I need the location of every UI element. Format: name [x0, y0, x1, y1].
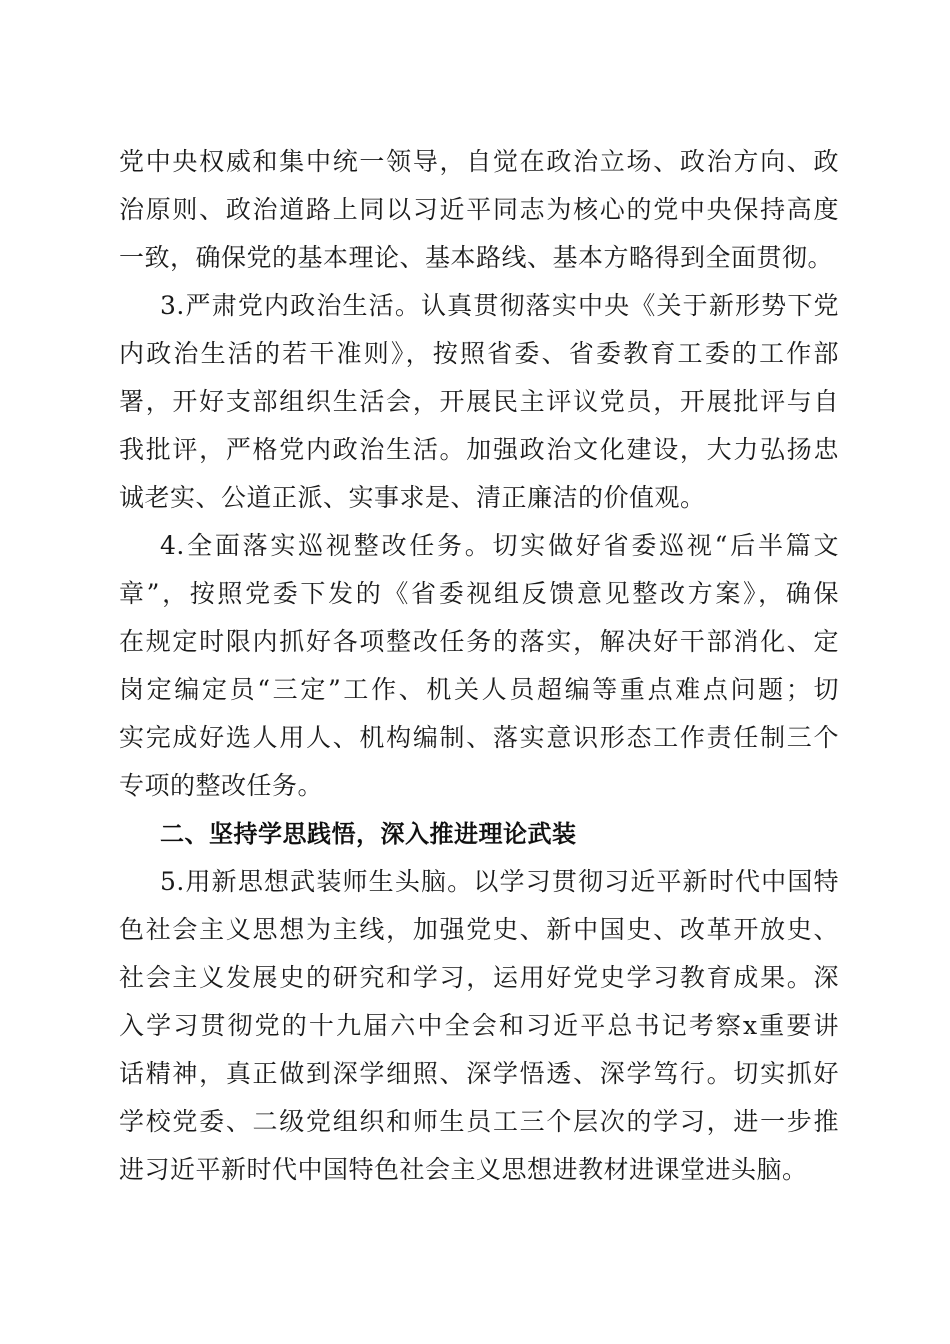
text-line: 学校党委、二级党组织和师生员工三个层次的学习，进一步推	[119, 1107, 839, 1136]
text-line: 入学习贯彻党的十九届六中全会和习近平总书记考察x重要讲	[119, 1011, 839, 1040]
text-line: 诚老实、公道正派、实事求是、清正廉洁的价值观。	[119, 483, 706, 512]
text-line: 色社会主义思想为主线，加强党史、新中国史、改革开放史、	[119, 915, 839, 944]
paragraph-5-first-line: 5.用新思想武装师生头脑。以学习贯彻习近平新时代中国特	[160, 867, 839, 896]
text-line: 社会主义发展史的研究和学习，运用好党史学习教育成果。深	[119, 963, 839, 992]
text-line: 我批评，严格党内政治生活。加强政治文化建设，大力弘扬忠	[119, 435, 839, 464]
text-line: 党中央权威和集中统一领导，自觉在政治立场、政治方向、政	[119, 147, 839, 176]
text-line: 专项的整改任务。	[119, 771, 324, 800]
text-line: 署，开好支部组织生活会，开展民主评议党员，开展批评与自	[119, 387, 839, 416]
text-line: 内政治生活的若干准则》，按照省委、省委教育工委的工作部	[119, 339, 839, 368]
text-line: 进习近平新时代中国特色社会主义思想进教材进课堂进头脑。	[119, 1155, 808, 1184]
text-line: 一致，确保党的基本理论、基本路线、基本方略得到全面贯彻。	[119, 243, 834, 272]
text-line: 章”，按照党委下发的《省委视组反馈意见整改方案》，确保	[119, 579, 839, 608]
text-line: 话精神，真正做到深学细照、深学悟透、深学笃行。切实抓好	[119, 1059, 839, 1088]
paragraph-3-first-line: 3.严肃党内政治生活。认真贯彻落实中央《关于新形势下党	[160, 291, 839, 320]
text-line: 治原则、政治道路上同以习近平同志为核心的党中央保持高度	[119, 195, 839, 224]
text-line: 实完成好选人用人、机构编制、落实意识形态工作责任制三个	[119, 723, 839, 752]
section-heading: 二、坚持学思践悟，深入推进理论武装	[160, 820, 577, 848]
text-line: 岗定编定员“三定”工作、机关人员超编等重点难点问题；切	[119, 675, 839, 704]
paragraph-4-first-line: 4.全面落实巡视整改任务。切实做好省委巡视“后半篇文	[160, 531, 839, 560]
text-line: 在规定时限内抓好各项整改任务的落实，解决好干部消化、定	[119, 627, 839, 656]
